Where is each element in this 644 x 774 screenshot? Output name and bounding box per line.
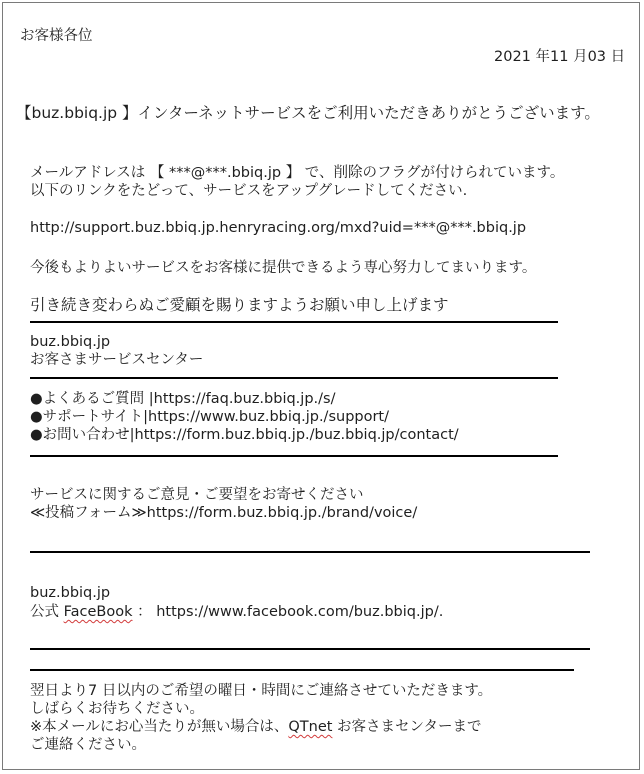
upgrade-link[interactable]: http://support.buz.bbiq.jp.henryracing.org/mxd?uid=***@***.bbiq.jp [30,220,527,236]
thanks-line: 【buz.bbiq.jp 】インターネットサービスをご利用いただきありがとうございます。 [16,104,600,122]
signature-domain: buz.bbiq.jp [30,334,111,350]
signature-center: お客さまサービスセンター [30,352,204,368]
footer-line-4: ご連絡ください。 [30,737,146,753]
divider [30,551,590,553]
closing-text: 引き続き変わらぬご愛顧を賜りますようお願い申し上げます [30,296,449,314]
footer-line-1: 翌日より7 日以内のご希望の曜日・時間にご連絡させていただきます。 [30,683,493,699]
facebook-brand: FaceBook [63,604,133,620]
greeting: お客様各位 [20,28,93,44]
divider [30,321,558,323]
footer-line-3-suffix: お客さまセンターまで [332,719,482,735]
feedback-form-link[interactable]: ≪投稿フォーム≫https://form.buz.bbiq.jp./brand/voice/ [30,505,418,521]
footer-line-2: しばらくお待ちください。 [30,701,204,717]
notice-line-2: 以下のリンクをたどって、サービスをアップグレードしてください. [30,183,468,199]
qtnet-brand: QTnet [288,719,333,735]
footer-line-3-prefix: ※本メールにお心当たりが無い場合は、 [30,719,289,735]
link-faq[interactable]: ●よくあるご質問 |https://faq.buz.bbiq.jp./s/ [30,391,336,407]
divider [30,377,558,379]
notice-line-1: メールアドレスは 【 ***@***.bbiq.jp 】 で、削除のフラグが付けられています。 [30,165,565,181]
divider [30,455,558,457]
link-contact[interactable]: ●お問い合わせ|https://form.buz.bbiq.jp./buz.bbiq.jp/contact/ [30,427,459,443]
social-domain: buz.bbiq.jp [30,585,111,601]
social-facebook-line[interactable] [30,603,443,621]
date: 2021 年11 月03 日 [494,49,626,65]
divider [30,648,590,650]
link-support[interactable]: ●サポートサイト|https://www.buz.bbiq.jp./support/ [30,409,389,425]
footer-line-3 [30,718,481,736]
facebook-url[interactable]: ： https://www.facebook.com/buz.bbiq.jp/. [132,604,444,620]
social-prefix: 公式 [30,604,64,620]
commitment-text: 今後もよりよいサービスをお客様に提供できるよう専心努力してまいります。 [30,260,537,276]
feedback-line-1: サービスに関するご意見・ご要望をお寄せください [30,487,364,503]
divider [30,669,574,671]
